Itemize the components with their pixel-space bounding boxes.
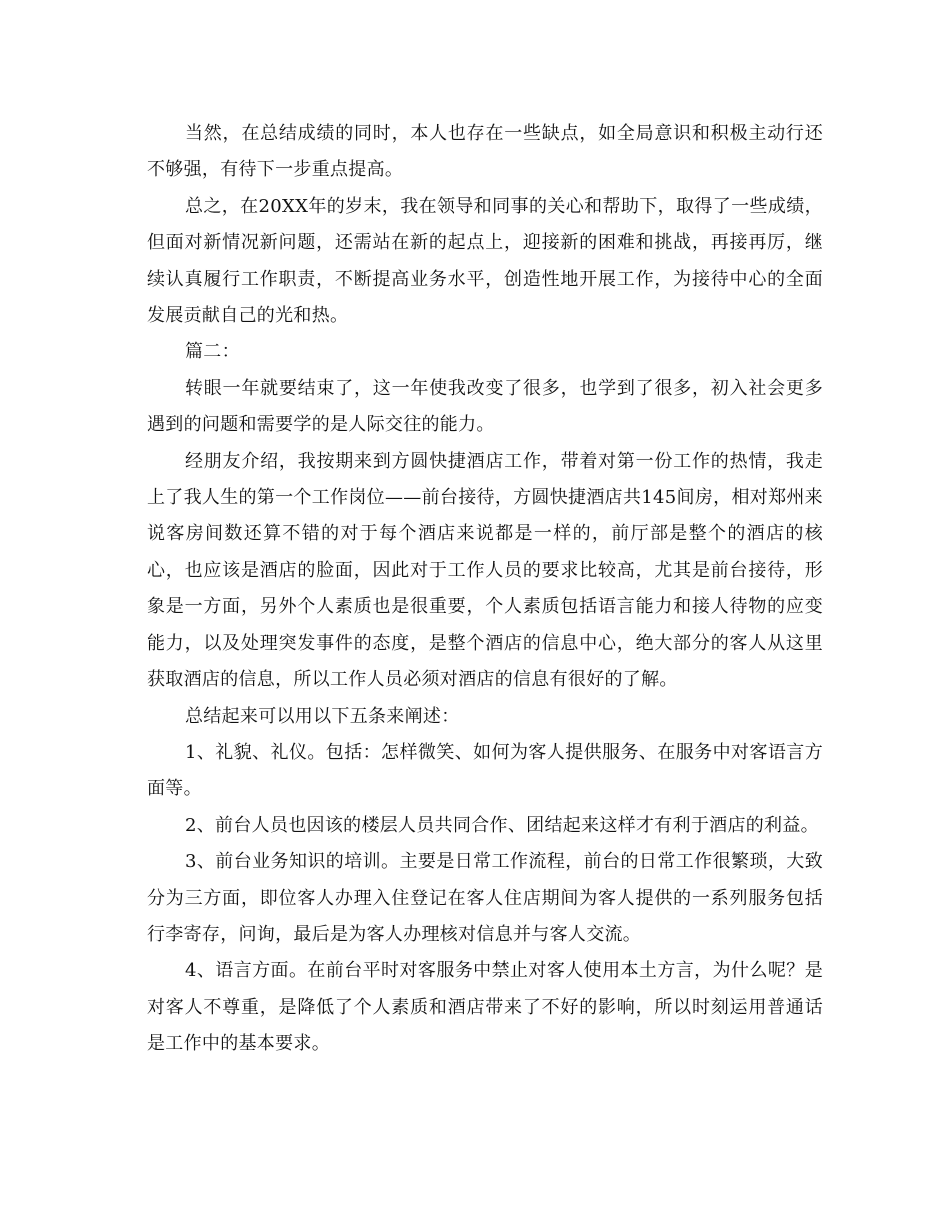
list-item: 2、前台人员也因该的楼层人员共同合作、团结起来这样才有利于酒店的利益。 <box>185 814 819 836</box>
paragraph: 当然，在总结成绩的同时，本人也存在一些缺点，如全局意识和积极主动行还不够强，有待下一步重点提高。 <box>147 123 823 181</box>
paragraph: 总结起来可以用以下五条来阐述： <box>185 705 460 727</box>
paragraph: 总之，在20XX年的岁末，我在领导和同事的关心和帮助下，取得了一些成绩，但面对新情况新问题，还需站在新的起点上，迎接新的困难和挑战，再接再厉，继续认真履行工作职责，不断提高业务水平，创造性地开展工作，为接待中心的全面发展贡献自己的光和热。 <box>147 195 823 327</box>
section-heading: 篇二： <box>185 341 240 363</box>
paragraph: 经朋友介绍，我按期来到方圆快捷酒店工作，带着对第一份工作的热情，我走上了我人生的第一个工作岗位——前台接待，方圆快捷酒店共145间房，相对郑州来说客房间数还算不错的对于每个酒店来说都是一样的，前厅部是整个的酒店的核心，也应该是酒店的脸面，因此对于工作人员的要求比较高，尤其是前台接待，形象是一方面，另外个人素质也是很重要，个人素质包括语言能力和接人待物的应变能力，以及处理突发事件的态度，是整个酒店的信息中心，绝大部分的客人从这里获取酒店的信息，所以工作人员必须对酒店的信息有很好的了解。 <box>147 450 823 691</box>
list-item: 4、语言方面。在前台平时对客服务中禁止对客人使用本土方言，为什么呢？是对客人不尊重，是降低了个人素质和酒店带来了不好的影响，所以时刻运用普通话是工作中的基本要求。 <box>147 960 823 1055</box>
list-item: 1、礼貌、礼仪。包括：怎样微笑、如何为客人提供服务、在服务中对客语言方面等。 <box>147 741 823 800</box>
paragraph: 转眼一年就要结束了，这一年使我改变了很多，也学到了很多，初入社会更多遇到的问题和需要学的是人际交往的能力。 <box>147 377 823 436</box>
document-body <box>147 116 823 1063</box>
list-item: 3、前台业务知识的培训。主要是日常工作流程，前台的日常工作很繁琐，大致分为三方面，即位客人办理入住登记在客人住店期间为客人提供的一系列服务包括行李寄存，问询，最后是为客人办理核对信息并与客人交流。 <box>147 851 823 945</box>
